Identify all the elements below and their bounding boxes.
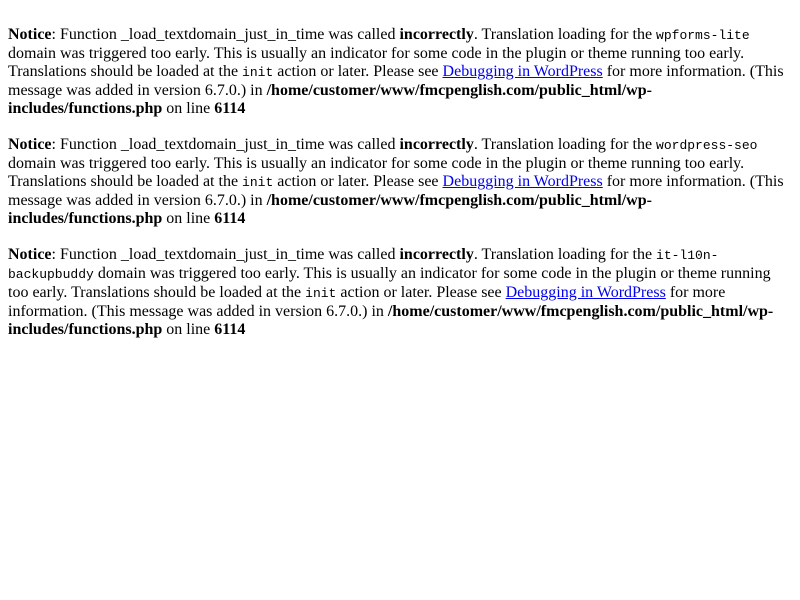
debugging-link[interactable]: Debugging in WordPress <box>505 284 666 301</box>
notice-text: . Translation loading for the <box>473 136 657 153</box>
notice-text: : Function _load_textdomain_just_in_time was called <box>51 246 400 263</box>
notice-text: on line <box>162 210 215 227</box>
notice-domain: it-l10n-backupbuddy <box>8 248 719 282</box>
notice-label: Notice <box>8 136 52 153</box>
notice-line-number: 6114 <box>214 100 246 117</box>
notice-emphasis: incorrectly <box>399 136 474 153</box>
notice-text: domain was triggered too early. This is usually an indicator for some code in the plugin or theme running too early. Translations should be loaded at the <box>8 155 745 190</box>
notice-line-number: 6114 <box>214 210 246 227</box>
notice-text: on line <box>162 100 215 117</box>
notice-text: . Translation loading for the <box>473 26 657 43</box>
notice-emphasis: incorrectly <box>399 246 474 263</box>
notice-file-path: /home/customer/www/fmcpenglish.com/public_html/wp-includes/functions.php <box>8 82 652 117</box>
notice-file-path: /home/customer/www/fmcpenglish.com/public_html/wp-includes/functions.php <box>8 192 652 227</box>
notice-text: domain was triggered too early. This is usually an indicator for some code in the plugin or theme running too early. Translations should be loaded at the <box>8 265 771 301</box>
notice-emphasis: incorrectly <box>399 26 474 43</box>
notice-line-number: 6114 <box>214 321 246 338</box>
notice-text: for more information. (This message was added in version 6.7.0.) in <box>8 284 726 320</box>
notice-text: domain was triggered too early. This is usually an indicator for some code in the plugin or theme running too early. Translations should be loaded at the <box>8 45 745 80</box>
notice-text: action or later. Please see <box>336 284 506 301</box>
notice-domain: wordpress-seo <box>656 138 758 153</box>
notice-text: on line <box>162 321 215 338</box>
notice-text: : Function _load_textdomain_just_in_time was called <box>51 136 400 153</box>
notice-action: init <box>242 65 274 80</box>
notice-text: . Translation loading for the <box>473 246 657 263</box>
notice-text: action or later. Please see <box>273 173 443 190</box>
debugging-link[interactable]: Debugging in WordPress <box>442 63 603 80</box>
notice-domain: wpforms-lite <box>656 28 750 43</box>
notice-action: init <box>305 286 337 301</box>
notice-text: : Function _load_textdomain_just_in_time was called <box>51 26 400 43</box>
notice-label: Notice <box>8 246 52 263</box>
notice-file-path: /home/customer/www/fmcpenglish.com/public_html/wp-includes/functions.php <box>8 303 774 338</box>
notice-text: for more information. (This message was added in version 6.7.0.) in <box>8 173 784 209</box>
php-notice-wpforms-lite <box>8 26 792 118</box>
php-notice-wordpress-seo <box>8 136 792 228</box>
debugging-link[interactable]: Debugging in WordPress <box>442 173 603 190</box>
php-notice-backupbuddy <box>8 246 792 339</box>
notice-text: for more information. (This message was added in version 6.7.0.) in <box>8 63 784 99</box>
notice-action: init <box>242 175 274 190</box>
notice-label: Notice <box>8 26 52 43</box>
notice-text: action or later. Please see <box>273 63 443 80</box>
